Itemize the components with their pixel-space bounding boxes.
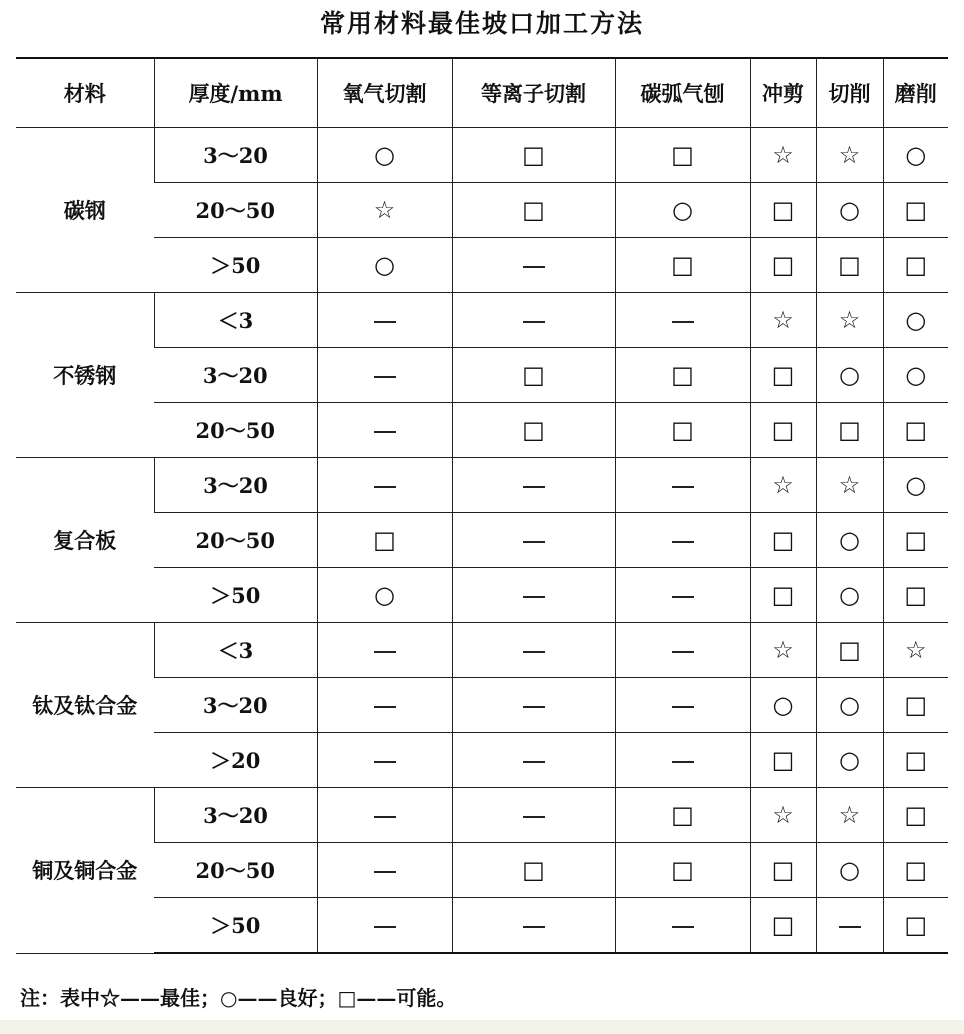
thickness-cell: 3～20: [154, 788, 317, 843]
rating-cell: [452, 513, 615, 568]
table-row: [16, 678, 948, 733]
rating-cell: [615, 898, 750, 954]
not-applicable-dash: [523, 321, 545, 323]
square-icon: □: [771, 525, 795, 554]
table-row: [16, 788, 948, 843]
rating-cell: [452, 403, 615, 458]
rating-cell: [452, 898, 615, 954]
thickness-cell: 20～50: [154, 513, 317, 568]
circle-icon: ○: [839, 580, 860, 609]
rating-cell: [317, 513, 452, 568]
square-icon: □: [771, 745, 795, 774]
rating-cell: [816, 568, 883, 623]
table-row: [16, 183, 948, 238]
rating-cell: [317, 568, 452, 623]
circle-icon: ○: [905, 360, 927, 389]
not-applicable-dash: [374, 926, 396, 928]
rating-cell: [452, 348, 615, 403]
rating-cell: [317, 898, 452, 954]
rating-cell: [317, 733, 452, 788]
square-icon: □: [771, 360, 795, 389]
rating-cell: [317, 238, 452, 293]
rating-cell: [883, 843, 948, 898]
square-icon: □: [904, 745, 928, 774]
header-row: [16, 58, 948, 128]
rating-cell: [750, 788, 816, 843]
rating-cell: [615, 293, 750, 348]
rating-cell: [883, 513, 948, 568]
square-icon: □: [671, 415, 694, 444]
table-row: [16, 898, 948, 954]
star-icon: ☆: [772, 470, 794, 499]
circle-icon: ○: [905, 305, 927, 334]
thickness-cell: 20～50: [154, 843, 317, 898]
rating-cell: [750, 128, 816, 183]
rating-cell: [816, 348, 883, 403]
square-icon: □: [904, 250, 928, 279]
not-applicable-dash: [374, 321, 396, 323]
circle-icon: ○: [672, 195, 693, 224]
star-icon: ☆: [904, 635, 927, 664]
rating-cell: [750, 403, 816, 458]
table-row: [16, 293, 948, 348]
not-applicable-dash: [374, 486, 396, 488]
square-icon: □: [671, 800, 694, 829]
rating-cell: [883, 733, 948, 788]
square-icon: □: [671, 855, 694, 884]
thickness-cell: 20～50: [154, 403, 317, 458]
not-applicable-dash: [523, 266, 545, 268]
rating-cell: [816, 898, 883, 954]
thickness-cell: ＜3: [154, 623, 317, 678]
rating-cell: [750, 238, 816, 293]
circle-icon: ○: [839, 195, 860, 224]
rating-cell: [883, 678, 948, 733]
rating-cell: [452, 183, 615, 238]
rating-cell: [750, 733, 816, 788]
not-applicable-dash: [374, 871, 396, 873]
rating-cell: [883, 183, 948, 238]
rating-cell: [452, 623, 615, 678]
rating-cell: [883, 238, 948, 293]
rating-cell: [452, 733, 615, 788]
rating-cell: [883, 128, 948, 183]
not-applicable-dash: [374, 431, 396, 433]
not-applicable-dash: [523, 541, 545, 543]
rating-cell: [883, 623, 948, 678]
rating-cell: [750, 513, 816, 568]
square-icon: □: [771, 250, 795, 279]
not-applicable-dash: [672, 596, 694, 598]
rating-cell: [816, 843, 883, 898]
rating-cell: [750, 348, 816, 403]
not-applicable-dash: [374, 706, 396, 708]
square-icon: □: [671, 250, 694, 279]
rating-cell: [317, 788, 452, 843]
table-row: [16, 348, 948, 403]
not-applicable-dash: [523, 926, 545, 928]
rating-cell: [452, 293, 615, 348]
rating-cell: [883, 898, 948, 954]
square-icon: □: [838, 415, 861, 444]
table-row: [16, 733, 948, 788]
square-icon: □: [522, 360, 545, 389]
rating-cell: [816, 458, 883, 513]
star-icon: ☆: [373, 195, 396, 224]
rating-cell: [750, 293, 816, 348]
rating-cell: [816, 623, 883, 678]
square-icon: □: [522, 415, 545, 444]
square-icon: □: [904, 195, 928, 224]
rating-cell: [750, 183, 816, 238]
rating-cell: [750, 678, 816, 733]
table-row: [16, 403, 948, 458]
star-icon: ☆: [772, 140, 794, 169]
square-icon: □: [904, 855, 928, 884]
header-plasma-cutting: 等离子切割: [452, 58, 615, 128]
rating-cell: [615, 568, 750, 623]
not-applicable-dash: [523, 761, 545, 763]
circle-icon: ○: [905, 470, 927, 499]
square-icon: □: [904, 580, 928, 609]
rating-cell: [317, 678, 452, 733]
not-applicable-dash: [374, 651, 396, 653]
rating-cell: [452, 843, 615, 898]
not-applicable-dash: [672, 761, 694, 763]
rating-cell: [883, 788, 948, 843]
legend-note: 注：表中☆——最佳；○——良好；□——可能。: [20, 986, 457, 1010]
square-icon: □: [838, 250, 861, 279]
material-cell: 碳钢: [16, 128, 154, 293]
thickness-cell: ＞20: [154, 733, 317, 788]
rating-cell: [317, 458, 452, 513]
square-icon: □: [838, 635, 861, 664]
rating-cell: [615, 678, 750, 733]
rating-cell: [317, 403, 452, 458]
thickness-cell: 3～20: [154, 348, 317, 403]
star-icon: ☆: [772, 635, 794, 664]
square-icon: □: [771, 910, 795, 939]
circle-icon: ○: [839, 525, 860, 554]
rating-cell: [317, 348, 452, 403]
not-applicable-dash: [374, 761, 396, 763]
rating-cell: [883, 403, 948, 458]
square-icon: □: [522, 140, 545, 169]
material-cell: 不锈钢: [16, 293, 154, 458]
not-applicable-dash: [839, 926, 861, 928]
table-row: [16, 568, 948, 623]
rating-cell: [816, 678, 883, 733]
rating-cell: [816, 513, 883, 568]
rating-cell: [317, 293, 452, 348]
circle-icon: ○: [772, 690, 794, 719]
table-row: [16, 623, 948, 678]
rating-cell: [750, 568, 816, 623]
square-icon: □: [671, 140, 694, 169]
rating-cell: [317, 183, 452, 238]
square-icon: □: [771, 580, 795, 609]
star-icon: ☆: [772, 800, 794, 829]
rating-cell: [615, 403, 750, 458]
not-applicable-dash: [672, 541, 694, 543]
rating-cell: [452, 238, 615, 293]
header-grinding: 磨削: [883, 58, 948, 128]
square-icon: □: [771, 195, 795, 224]
rating-cell: [615, 623, 750, 678]
square-icon: □: [671, 360, 694, 389]
rating-cell: [750, 458, 816, 513]
star-icon: ☆: [838, 140, 861, 169]
square-icon: □: [771, 855, 795, 884]
rating-cell: [615, 128, 750, 183]
star-icon: ☆: [838, 305, 861, 334]
not-applicable-dash: [672, 651, 694, 653]
square-icon: □: [522, 855, 545, 884]
star-icon: ☆: [838, 800, 861, 829]
rating-cell: [816, 733, 883, 788]
header-thickness: 厚度/mm: [154, 58, 317, 128]
thickness-cell: 20～50: [154, 183, 317, 238]
rating-cell: [883, 348, 948, 403]
not-applicable-dash: [672, 926, 694, 928]
rating-cell: [615, 513, 750, 568]
rating-cell: [750, 898, 816, 954]
circle-icon: ○: [839, 360, 860, 389]
rating-cell: [615, 733, 750, 788]
header-punch-shear: 冲剪: [750, 58, 816, 128]
circle-icon: ○: [905, 140, 927, 169]
rating-cell: [816, 183, 883, 238]
rating-cell: [317, 623, 452, 678]
not-applicable-dash: [523, 816, 545, 818]
rating-cell: [615, 843, 750, 898]
rating-cell: [615, 348, 750, 403]
rating-cell: [816, 788, 883, 843]
rating-cell: [452, 568, 615, 623]
rating-cell: [317, 843, 452, 898]
rating-cell: [452, 678, 615, 733]
header-oxygen-cutting: 氧气切割: [317, 58, 452, 128]
star-icon: ☆: [772, 305, 794, 334]
square-icon: □: [522, 195, 545, 224]
material-cell: 钛及钛合金: [16, 623, 154, 788]
rating-cell: [452, 458, 615, 513]
square-icon: □: [904, 415, 928, 444]
circle-icon: ○: [374, 140, 395, 169]
circle-icon: ○: [839, 855, 860, 884]
header-carbon-arc-gouging: 碳弧气刨: [615, 58, 750, 128]
rating-cell: [452, 788, 615, 843]
rating-cell: [452, 128, 615, 183]
square-icon: □: [904, 690, 928, 719]
footer-band: [0, 1020, 964, 1034]
rating-cell: [816, 293, 883, 348]
rating-cell: [883, 568, 948, 623]
not-applicable-dash: [523, 706, 545, 708]
thickness-cell: 3～20: [154, 458, 317, 513]
thickness-cell: ＞50: [154, 568, 317, 623]
thickness-cell: 3～20: [154, 128, 317, 183]
not-applicable-dash: [672, 486, 694, 488]
table-row: [16, 458, 948, 513]
rating-cell: [615, 788, 750, 843]
material-cell: 铜及铜合金: [16, 788, 154, 954]
rating-cell: [615, 238, 750, 293]
thickness-cell: ＞50: [154, 898, 317, 954]
rating-cell: [816, 403, 883, 458]
not-applicable-dash: [672, 321, 694, 323]
thickness-cell: ＜3: [154, 293, 317, 348]
rating-cell: [816, 128, 883, 183]
square-icon: □: [904, 525, 928, 554]
star-icon: ☆: [838, 470, 861, 499]
square-icon: □: [771, 415, 795, 444]
table-row: [16, 238, 948, 293]
not-applicable-dash: [523, 651, 545, 653]
table-row: [16, 513, 948, 568]
thickness-cell: ＞50: [154, 238, 317, 293]
rating-cell: [750, 843, 816, 898]
table-title: 常用材料最佳坡口加工方法: [319, 9, 644, 38]
square-icon: □: [904, 800, 928, 829]
not-applicable-dash: [374, 376, 396, 378]
rating-cell: [883, 458, 948, 513]
not-applicable-dash: [523, 486, 545, 488]
table-row: [16, 128, 948, 183]
table-row: [16, 843, 948, 898]
circle-icon: ○: [374, 580, 395, 609]
groove-method-table: [16, 57, 948, 954]
square-icon: □: [373, 525, 396, 554]
rating-cell: [883, 293, 948, 348]
header-machining: 切削: [816, 58, 883, 128]
circle-icon: ○: [374, 250, 395, 279]
table-body: [16, 128, 948, 954]
rating-cell: [615, 458, 750, 513]
rating-cell: [750, 623, 816, 678]
not-applicable-dash: [523, 596, 545, 598]
thickness-cell: 3～20: [154, 678, 317, 733]
material-cell: 复合板: [16, 458, 154, 623]
square-icon: □: [904, 910, 928, 939]
circle-icon: ○: [839, 690, 860, 719]
rating-cell: [317, 128, 452, 183]
circle-icon: ○: [839, 745, 860, 774]
not-applicable-dash: [374, 816, 396, 818]
not-applicable-dash: [672, 706, 694, 708]
header-material: 材料: [16, 58, 154, 128]
rating-cell: [615, 183, 750, 238]
rating-cell: [816, 238, 883, 293]
